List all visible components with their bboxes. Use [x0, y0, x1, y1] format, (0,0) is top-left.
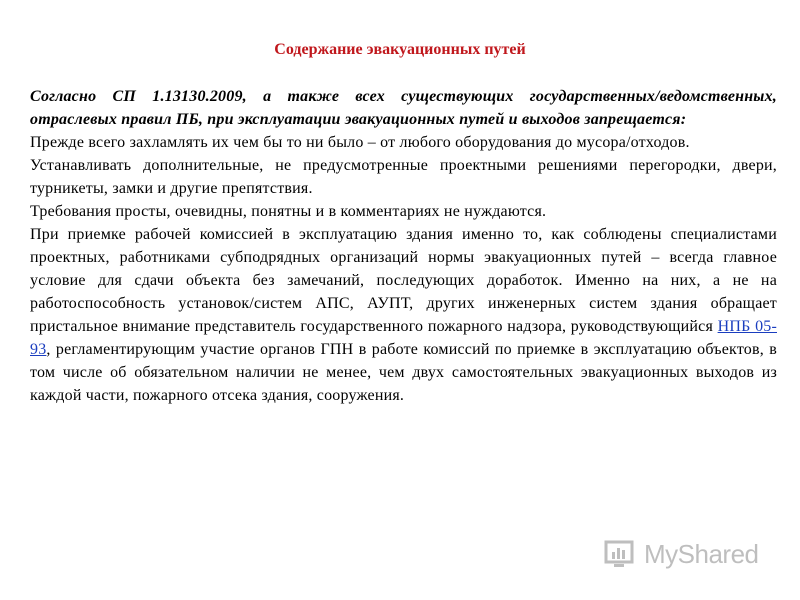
paragraph-4 [30, 223, 777, 407]
paragraph-4-text-end: , регламентирующим участие органов ГПН в работе комиссий по приемке в эксплуатацию объектов, в том числе об обязательном наличии не менее, чем двух самостоятельных эвакуационных выходов из каждой части, пожарного отсека здания, сооружения. [30, 341, 777, 404]
paragraph-4-text-start: При приемке рабочей комиссией в эксплуатацию здания именно то, как соблюдены специалистами проектных, работниками субподрядных организаций нормы эвакуационных путей – всегда главное условие для сдачи объекта без замечаний, последующих доработок. Именно на них, а не на работоспособность установок/систем АПС, АУПТ, других инженерных систем здания обращает пристальное внимание представитель государственного пожарного надзора, руководствующийся [30, 226, 777, 335]
watermark-text: MyShared [644, 538, 759, 569]
myshared-logo-icon [604, 539, 638, 569]
npb-link[interactable]: НПБ 05-93 [30, 318, 777, 358]
intro-paragraph: Согласно СП 1.13130.2009, а также всех существующих государственных/ведомственных, отраслевых правил ПБ, при эксплуатации эвакуационных путей и выходов запрещается: [30, 88, 777, 128]
paragraph-1: Прежде всего захламлять их чем бы то ни было – от любого оборудования до мусора/отходов. [30, 134, 690, 151]
slide-title: Содержание эвакуационных путей [274, 41, 526, 58]
paragraph-2: Устанавливать дополнительные, не предусмотренные проектными решениями перегородки, двери, турникеты, замки и другие препятствия. [30, 157, 777, 197]
myshared-watermark [604, 536, 759, 572]
slide-body [30, 85, 777, 407]
paragraph-3: Требования просты, очевидны, понятны и в комментариях не нуждаются. [30, 203, 547, 220]
